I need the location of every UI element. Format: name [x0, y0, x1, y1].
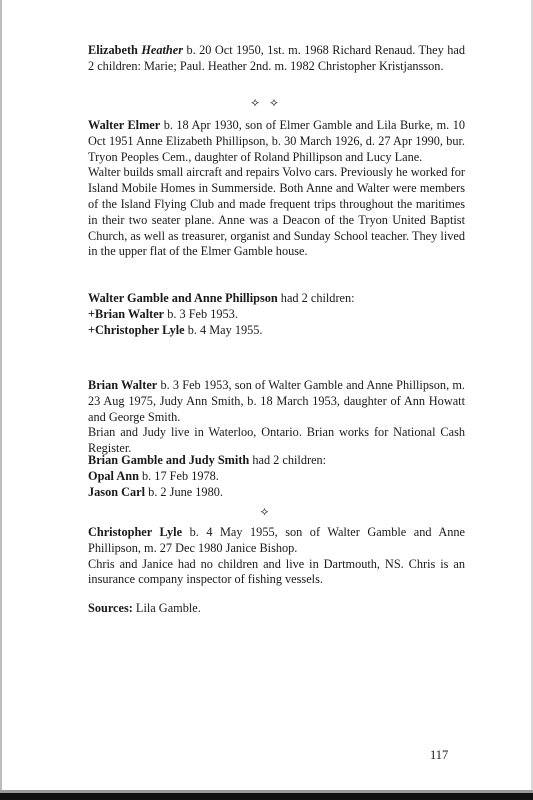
sources-text: Lila Gamble. — [132, 601, 201, 615]
page-bottom-edge — [0, 793, 533, 800]
brian-children-heading — [88, 453, 465, 469]
brian-child-1 — [88, 469, 465, 485]
entry-heather-name-italic: Heather — [141, 43, 184, 57]
walter-child-1 — [88, 307, 465, 323]
entry-christopher-text — [88, 525, 465, 557]
section-ornament-2: ⟡ — [260, 504, 273, 518]
entry-heather-name: Elizabeth — [88, 43, 142, 57]
entry-walter-text — [88, 118, 465, 165]
entry-heather-body: b. 20 Oct 1950, 1st. m. 1968 Richard Renaud. They had 2 children: Marie; Paul. Heather 2nd. m. 1982 Christopher Kristjansson. — [88, 43, 466, 73]
entry-brian-name: Brian Walter — [88, 378, 158, 392]
walter-child-2-rest: b. 4 May 1955. — [184, 322, 263, 337]
entry-christopher — [88, 525, 465, 588]
entry-brian — [88, 378, 465, 457]
entry-heather — [88, 43, 465, 75]
entry-walter-body: b. 18 Apr 1930, son of Elmer Gamble and Lila Burke, m. 10 Oct 1951 Anne Elizabeth Phillipson, b. 30 March 1926, d. 27 Apr 1990, bur. Tryon Peoples Cem., daughter of Roland Phillipson and Lucy Lane. — [88, 118, 466, 164]
entry-christopher-body: b. 4 May 1955, son of Walter Gamble and Anne Phillipson, m. 27 Dec 1980 Janice Bishop. — [88, 525, 465, 555]
brian-children — [88, 453, 465, 500]
entry-walter-name: Walter Elmer — [88, 118, 161, 132]
brian-child-1-name: Opal Ann — [88, 468, 139, 483]
brian-child-2-rest: b. 2 June 1980. — [145, 484, 223, 499]
sources-line — [88, 601, 465, 617]
sources — [88, 601, 465, 617]
walter-children-heading-bold: Walter Gamble and Anne Phillipson — [88, 291, 278, 305]
brian-children-heading-bold: Brian Gamble and Judy Smith — [88, 453, 250, 467]
walter-child-1-rest: b. 3 Feb 1953. — [164, 306, 238, 321]
section-ornament: ⟡ ⟡ — [251, 95, 282, 109]
entry-walter-para2: Walter builds small aircraft and repairs Volvo cars. Previously he worked for Island Mobile Homes in Summerside. Both Anne and Walter were members of the Island Flying Club and made frequent trips throughout the maritimes in their two seater plane. Anne was a Deacon of the Tryon United Baptist Church, as well as treasurer, organist and Sunday School teacher. They lived in the upper flat of the Elmer Gamble house. — [88, 165, 465, 259]
entry-christopher-name: Christopher Lyle — [88, 525, 183, 539]
brian-child-2-name: Jason Carl — [88, 484, 146, 499]
brian-child-2 — [88, 485, 465, 501]
entry-heather-text — [88, 43, 465, 75]
entry-walter — [88, 118, 465, 260]
entry-brian-body: b. 3 Feb 1953, son of Walter Gamble and Anne Phillipson, m. 23 Aug 1975, Judy Ann Smith, b. 18 March 1953, daughter of Ann Howatt and George Smith. — [88, 378, 465, 424]
walter-child-2 — [88, 323, 465, 339]
page-left-edge — [0, 0, 2, 800]
walter-children-heading-rest: had 2 children: — [277, 291, 355, 305]
brian-children-heading-rest: had 2 children: — [249, 453, 327, 467]
entry-brian-para2: Brian and Judy live in Waterloo, Ontario. Brian works for National Cash Register. — [88, 425, 465, 456]
walter-child-1-name: +Brian Walter — [88, 306, 165, 321]
walter-child-2-name: +Christopher Lyle — [88, 322, 185, 337]
entry-brian-text — [88, 378, 465, 425]
entry-christopher-para2: Chris and Janice had no children and live in Dartmouth, NS. Chris is an insurance company inspector of fishing vessels. — [88, 556, 465, 587]
page-number: 117 — [430, 748, 449, 762]
walter-children — [88, 291, 465, 338]
brian-child-1-rest: b. 17 Feb 1978. — [138, 468, 219, 483]
walter-children-heading — [88, 291, 465, 307]
sources-label: Sources: — [88, 601, 133, 615]
